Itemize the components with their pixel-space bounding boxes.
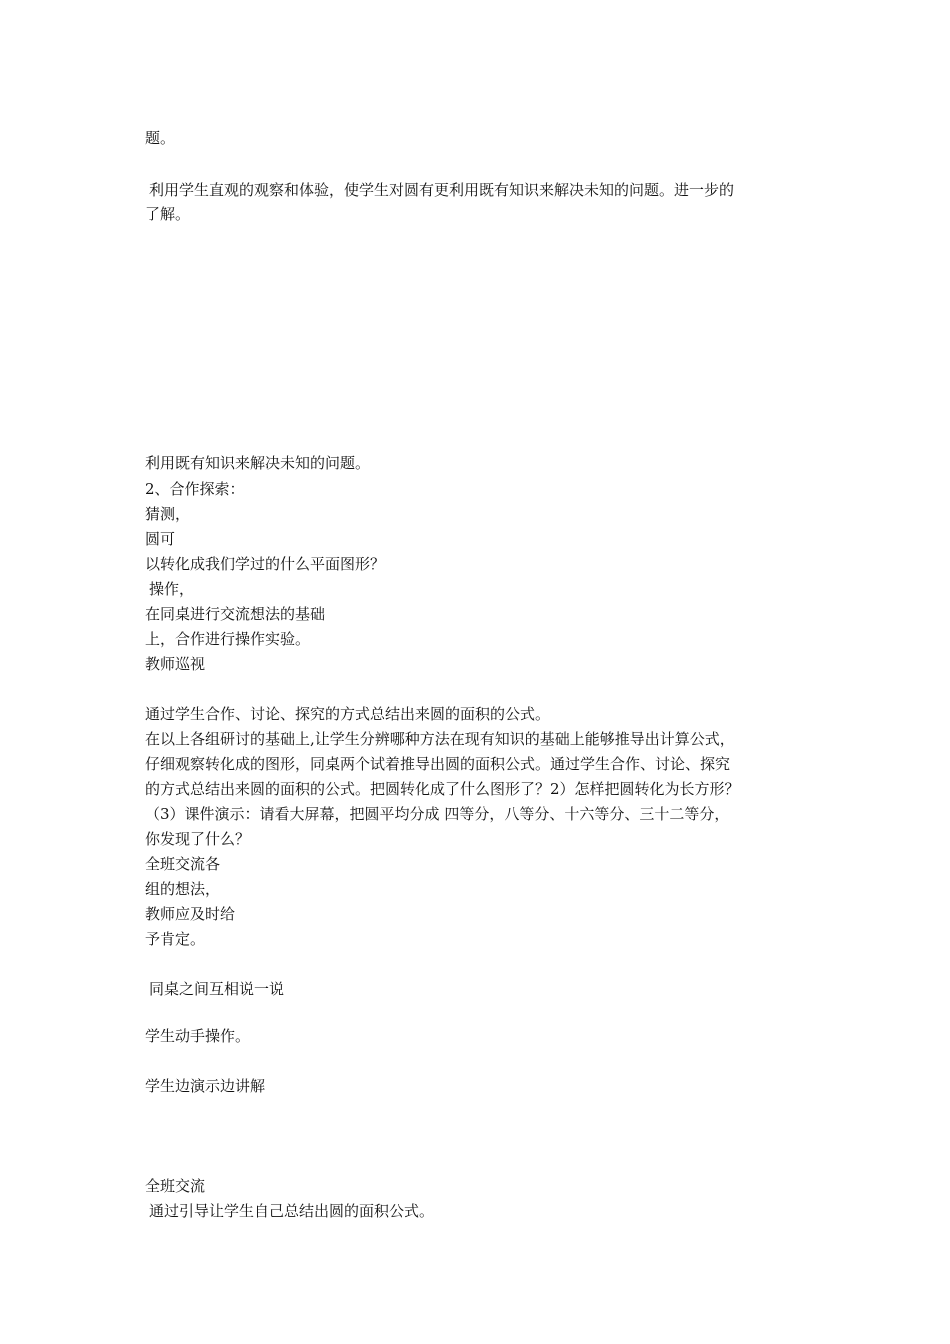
text-line: （3）课件演示：请看大屏幕，把圆平均分成 四等分，八等分、十六等分、三十二等分， <box>145 805 730 823</box>
text-line: 学生动手操作。 <box>145 1027 251 1045</box>
text-line: 猜测， <box>145 505 191 523</box>
text-line: 了解。 <box>145 205 191 223</box>
text-line: 教师应及时给 <box>145 905 236 923</box>
text-line: 上，合作进行操作实验。 <box>145 630 311 648</box>
text-line: 组的想法， <box>145 880 221 898</box>
text-line: 通过学生合作、讨论、探究的方式总结出来圆的面积的公式。 <box>145 705 551 723</box>
text-line: 利用学生直观的观察和体验，使学生对圆有更利用既有知识来解决未知的问题。进一步的 <box>149 181 735 199</box>
text-line: 全班交流 <box>145 1177 206 1195</box>
text-line: 题。 <box>145 129 176 147</box>
text-line: 教师巡视 <box>145 655 206 673</box>
text-line: 通过引导让学生自己总结出圆的面积公式。 <box>149 1202 435 1220</box>
text-line: 在同桌进行交流想法的基础 <box>145 605 326 623</box>
section-heading: 2、合作探索： <box>145 480 245 498</box>
text-line: 在以上各组研讨的基础上,让学生分辨哪种方法在现有知识的基础上能够推导出计算公式， <box>145 730 735 748</box>
text-line: 同桌之间互相说一说 <box>149 980 285 998</box>
text-line: 仔细观察转化成的图形，同桌两个试着推导出圆的面积公式。通过学生合作、讨论、探究 <box>145 755 731 773</box>
text-line: 以转化成我们学过的什么平面图形？ <box>145 555 386 573</box>
text-line: 全班交流各 <box>145 855 221 873</box>
text-line: 利用既有知识来解决未知的问题。 <box>145 454 371 472</box>
text-line: 予肯定。 <box>145 930 206 948</box>
text-line: 操作， <box>149 580 195 598</box>
text-line: 的方式总结出来圆的面积的公式。把圆转化成了什么图形了？2）怎样把圆转化为长方形？ <box>145 780 740 798</box>
text-line: 圆可 <box>145 530 176 548</box>
text-line: 学生边演示边讲解 <box>145 1077 266 1095</box>
text-line: 你发现了什么？ <box>145 830 251 848</box>
